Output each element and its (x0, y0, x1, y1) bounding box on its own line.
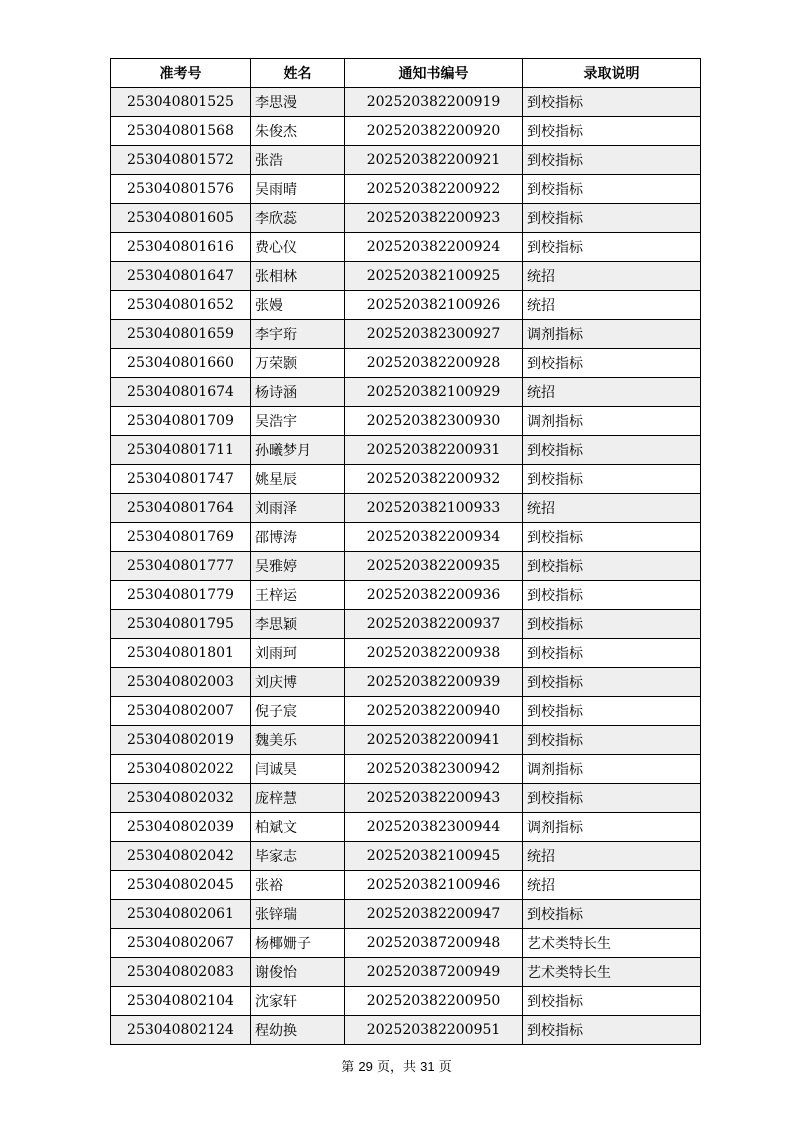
cell-admission-note: 到校指标 (523, 146, 701, 175)
cell-admission-note: 到校指标 (523, 233, 701, 262)
cell-name: 杨椰姗子 (251, 929, 345, 958)
cell-exam-number: 253040801764 (111, 494, 251, 523)
cell-name: 谢俊怡 (251, 958, 345, 987)
table-row (111, 929, 701, 958)
cell-notice-number: 202520382200920 (345, 117, 523, 146)
cell-notice-number: 202520382300942 (345, 755, 523, 784)
cell-admission-note: 到校指标 (523, 349, 701, 378)
table-row (111, 88, 701, 117)
cell-admission-note: 到校指标 (523, 1016, 701, 1045)
cell-name: 杨诗涵 (251, 378, 345, 407)
cell-name: 吴雨晴 (251, 175, 345, 204)
cell-notice-number: 202520382200935 (345, 552, 523, 581)
cell-notice-number: 202520382200940 (345, 697, 523, 726)
table-header-row (111, 59, 701, 88)
cell-admission-note: 到校指标 (523, 117, 701, 146)
header-admission-note: 录取说明 (523, 59, 701, 88)
cell-admission-note: 到校指标 (523, 639, 701, 668)
table-row (111, 987, 701, 1016)
table-row (111, 436, 701, 465)
cell-exam-number: 253040802019 (111, 726, 251, 755)
cell-notice-number: 202520382200923 (345, 204, 523, 233)
table-row (111, 233, 701, 262)
cell-admission-note: 到校指标 (523, 784, 701, 813)
table-row (111, 697, 701, 726)
cell-admission-note: 到校指标 (523, 987, 701, 1016)
footer-suffix: 页 (434, 1060, 452, 1075)
cell-exam-number: 253040801605 (111, 204, 251, 233)
cell-name: 倪子宸 (251, 697, 345, 726)
table-row (111, 581, 701, 610)
cell-exam-number: 253040801709 (111, 407, 251, 436)
cell-notice-number: 202520382200931 (345, 436, 523, 465)
cell-admission-note: 统招 (523, 378, 701, 407)
cell-notice-number: 202520382100933 (345, 494, 523, 523)
cell-exam-number: 253040802042 (111, 842, 251, 871)
table-row (111, 958, 701, 987)
cell-name: 邵博涛 (251, 523, 345, 552)
cell-admission-note: 到校指标 (523, 726, 701, 755)
cell-admission-note: 到校指标 (523, 697, 701, 726)
cell-exam-number: 253040802045 (111, 871, 251, 900)
cell-name: 程幼换 (251, 1016, 345, 1045)
cell-admission-note: 调剂指标 (523, 320, 701, 349)
footer-middle: 页，共 (372, 1060, 421, 1075)
cell-admission-note: 到校指标 (523, 436, 701, 465)
table-row (111, 320, 701, 349)
cell-admission-note: 到校指标 (523, 523, 701, 552)
table-row (111, 871, 701, 900)
cell-notice-number: 202520382300927 (345, 320, 523, 349)
cell-notice-number: 202520382200928 (345, 349, 523, 378)
table-row (111, 204, 701, 233)
cell-name: 费心仪 (251, 233, 345, 262)
cell-notice-number: 202520382200947 (345, 900, 523, 929)
cell-exam-number: 253040801769 (111, 523, 251, 552)
cell-notice-number: 202520382200919 (345, 88, 523, 117)
cell-notice-number: 202520382200921 (345, 146, 523, 175)
cell-exam-number: 253040801659 (111, 320, 251, 349)
cell-name: 孙曦梦月 (251, 436, 345, 465)
cell-admission-note: 统招 (523, 291, 701, 320)
cell-name: 李欣蕊 (251, 204, 345, 233)
cell-name: 张浩 (251, 146, 345, 175)
cell-exam-number: 253040802124 (111, 1016, 251, 1045)
cell-name: 张嫚 (251, 291, 345, 320)
table-row (111, 552, 701, 581)
cell-notice-number: 202520382200937 (345, 610, 523, 639)
cell-exam-number: 253040802003 (111, 668, 251, 697)
cell-exam-number: 253040801747 (111, 465, 251, 494)
cell-exam-number: 253040802061 (111, 900, 251, 929)
cell-admission-note: 到校指标 (523, 465, 701, 494)
cell-exam-number: 253040801568 (111, 117, 251, 146)
cell-exam-number: 253040801647 (111, 262, 251, 291)
table-body (111, 88, 701, 1045)
page-footer (0, 1056, 793, 1075)
cell-name: 柏斌文 (251, 813, 345, 842)
header-name: 姓名 (251, 59, 345, 88)
table-row (111, 349, 701, 378)
cell-admission-note: 统招 (523, 494, 701, 523)
cell-exam-number: 253040801779 (111, 581, 251, 610)
cell-exam-number: 253040801674 (111, 378, 251, 407)
cell-notice-number: 202520382200939 (345, 668, 523, 697)
cell-notice-number: 202520382300944 (345, 813, 523, 842)
cell-exam-number: 253040801660 (111, 349, 251, 378)
table-row (111, 146, 701, 175)
cell-notice-number: 202520382200950 (345, 987, 523, 1016)
admission-roster-table (110, 58, 701, 1045)
cell-exam-number: 253040802104 (111, 987, 251, 1016)
cell-notice-number: 202520382100946 (345, 871, 523, 900)
cell-name: 吴雅婷 (251, 552, 345, 581)
cell-exam-number: 253040801572 (111, 146, 251, 175)
cell-exam-number: 253040801795 (111, 610, 251, 639)
cell-notice-number: 202520382100945 (345, 842, 523, 871)
table-row (111, 262, 701, 291)
cell-notice-number: 202520382200922 (345, 175, 523, 204)
table-row (111, 494, 701, 523)
table-row (111, 1016, 701, 1045)
cell-name: 闫诚昊 (251, 755, 345, 784)
cell-exam-number: 253040802032 (111, 784, 251, 813)
cell-name: 朱俊杰 (251, 117, 345, 146)
cell-exam-number: 253040801652 (111, 291, 251, 320)
table-row (111, 813, 701, 842)
cell-name: 张锌瑞 (251, 900, 345, 929)
table-row (111, 842, 701, 871)
cell-exam-number: 253040802039 (111, 813, 251, 842)
cell-exam-number: 253040802067 (111, 929, 251, 958)
cell-admission-note: 到校指标 (523, 610, 701, 639)
cell-name: 姚星辰 (251, 465, 345, 494)
cell-exam-number: 253040801525 (111, 88, 251, 117)
cell-name: 毕家志 (251, 842, 345, 871)
cell-notice-number: 202520382100929 (345, 378, 523, 407)
cell-name: 李思漫 (251, 88, 345, 117)
table-row (111, 610, 701, 639)
cell-notice-number: 202520382200932 (345, 465, 523, 494)
cell-admission-note: 到校指标 (523, 900, 701, 929)
cell-admission-note: 艺术类特长生 (523, 958, 701, 987)
cell-name: 李宇珩 (251, 320, 345, 349)
cell-notice-number: 202520382200924 (345, 233, 523, 262)
table-row (111, 523, 701, 552)
cell-notice-number: 202520382200943 (345, 784, 523, 813)
cell-admission-note: 到校指标 (523, 175, 701, 204)
cell-name: 万荣颢 (251, 349, 345, 378)
header-notice-number: 通知书编号 (345, 59, 523, 88)
cell-admission-note: 到校指标 (523, 668, 701, 697)
cell-notice-number: 202520382200941 (345, 726, 523, 755)
table-row (111, 117, 701, 146)
table-row (111, 378, 701, 407)
cell-notice-number: 202520382200938 (345, 639, 523, 668)
cell-notice-number: 202520387200949 (345, 958, 523, 987)
table-row (111, 668, 701, 697)
table-row (111, 755, 701, 784)
table-row (111, 900, 701, 929)
table-row (111, 726, 701, 755)
table-row (111, 407, 701, 436)
table-row (111, 639, 701, 668)
footer-page-number: 29 (358, 1059, 373, 1074)
cell-name: 刘雨珂 (251, 639, 345, 668)
cell-notice-number: 202520382200951 (345, 1016, 523, 1045)
cell-name: 张相林 (251, 262, 345, 291)
header-exam-number: 准考号 (111, 59, 251, 88)
cell-exam-number: 253040802083 (111, 958, 251, 987)
footer-prefix: 第 (341, 1060, 359, 1075)
table-row (111, 175, 701, 204)
cell-exam-number: 253040801711 (111, 436, 251, 465)
cell-exam-number: 253040801777 (111, 552, 251, 581)
cell-admission-note: 调剂指标 (523, 407, 701, 436)
cell-exam-number: 253040802022 (111, 755, 251, 784)
cell-admission-note: 到校指标 (523, 204, 701, 233)
cell-admission-note: 到校指标 (523, 88, 701, 117)
cell-name: 沈家轩 (251, 987, 345, 1016)
table-row (111, 784, 701, 813)
cell-admission-note: 统招 (523, 871, 701, 900)
cell-name: 魏美乐 (251, 726, 345, 755)
table-row (111, 291, 701, 320)
cell-name: 刘雨泽 (251, 494, 345, 523)
cell-notice-number: 202520382300930 (345, 407, 523, 436)
cell-notice-number: 202520382100926 (345, 291, 523, 320)
cell-admission-note: 调剂指标 (523, 755, 701, 784)
cell-admission-note: 艺术类特长生 (523, 929, 701, 958)
cell-notice-number: 202520382100925 (345, 262, 523, 291)
footer-total-pages: 31 (420, 1059, 435, 1074)
cell-admission-note: 统招 (523, 262, 701, 291)
table-row (111, 465, 701, 494)
cell-name: 刘庆博 (251, 668, 345, 697)
cell-name: 王梓运 (251, 581, 345, 610)
cell-name: 张裕 (251, 871, 345, 900)
cell-notice-number: 202520382200936 (345, 581, 523, 610)
cell-exam-number: 253040801576 (111, 175, 251, 204)
cell-admission-note: 到校指标 (523, 552, 701, 581)
cell-admission-note: 统招 (523, 842, 701, 871)
cell-name: 李思颖 (251, 610, 345, 639)
cell-exam-number: 253040802007 (111, 697, 251, 726)
cell-name: 庞梓慧 (251, 784, 345, 813)
cell-admission-note: 调剂指标 (523, 813, 701, 842)
cell-admission-note: 到校指标 (523, 581, 701, 610)
cell-notice-number: 202520387200948 (345, 929, 523, 958)
cell-name: 吴浩宇 (251, 407, 345, 436)
cell-exam-number: 253040801801 (111, 639, 251, 668)
cell-exam-number: 253040801616 (111, 233, 251, 262)
cell-notice-number: 202520382200934 (345, 523, 523, 552)
